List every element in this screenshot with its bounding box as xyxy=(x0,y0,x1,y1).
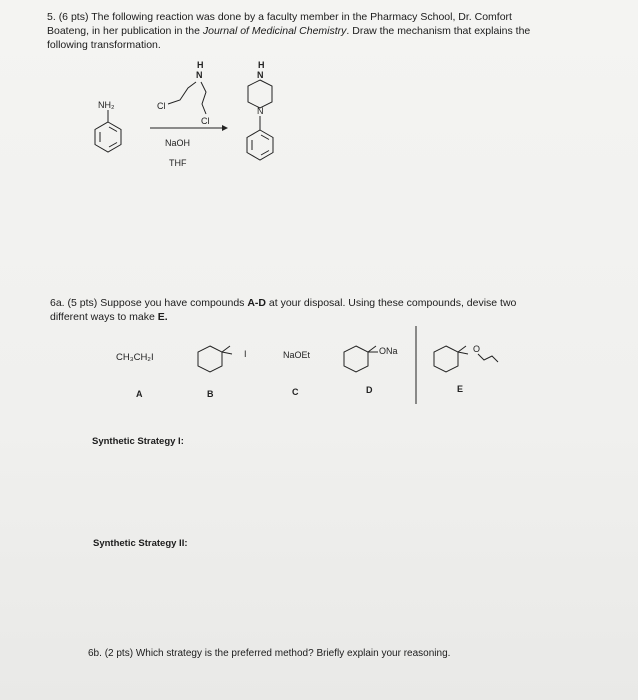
reagent-structure xyxy=(168,78,228,128)
reagent-chloro-right: Cl xyxy=(201,116,210,126)
question-6b-points: (2 pts) xyxy=(104,648,134,659)
reaction-arrow xyxy=(150,123,230,133)
compound-label-a: A xyxy=(136,389,143,399)
reagent-chloro-left: Cl xyxy=(157,101,166,111)
compound-label-b: B xyxy=(207,389,214,399)
question-5 xyxy=(47,10,607,52)
question-6a-text-a2: at your disposal. Using these compounds, devise two xyxy=(266,297,517,309)
question-5-text-b1: Boateng, in her publication in the xyxy=(47,25,203,37)
product-nh-h: H xyxy=(258,60,265,70)
compound-a-formula: CH₃CH₂I xyxy=(116,352,154,363)
condition-solvent: THF xyxy=(169,158,187,168)
question-6b-label: 6b. xyxy=(88,648,102,659)
question-5-number: 5. xyxy=(47,11,56,23)
journal-name: Journal of Medicinal Chemistry xyxy=(202,25,347,37)
question-6a-points: (5 pts) xyxy=(67,297,98,309)
condition-base: NaOH xyxy=(165,138,191,148)
question-6a-line-2 xyxy=(50,310,610,324)
question-6a-text-b1: different ways to make xyxy=(50,311,158,323)
aniline-structure xyxy=(92,110,132,170)
compound-label-c: C xyxy=(292,387,299,397)
compound-range: A-D xyxy=(247,297,266,309)
question-6b-text: Which strategy is the preferred method? Briefly explain your reasoning. xyxy=(135,648,451,659)
reagent-amine-n: N xyxy=(196,70,203,80)
synthetic-strategy-2: Synthetic Strategy II: xyxy=(93,538,188,549)
question-5-text-a: The following reaction was done by a faculty member in the Pharmacy School, Dr. Comfort xyxy=(91,11,512,23)
question-6a-line-1 xyxy=(50,296,610,310)
target-compound: E. xyxy=(157,311,168,323)
question-5-line-1 xyxy=(47,10,607,24)
question-6b xyxy=(88,647,608,661)
product-n-top: N xyxy=(257,70,264,80)
product-n-bottom: N xyxy=(257,106,264,116)
question-5-line-3: following transformation. xyxy=(47,39,161,51)
compound-e-oxygen: O xyxy=(473,344,481,354)
reagent-amine-h: H xyxy=(197,60,204,70)
question-5-points: (6 pts) xyxy=(58,11,89,23)
synthetic-strategy-1: Synthetic Strategy I: xyxy=(92,436,184,447)
compound-divider xyxy=(415,326,419,406)
compound-b-structure xyxy=(196,340,246,380)
compound-c-formula: NaOEt xyxy=(283,350,311,360)
compound-label-e: E xyxy=(457,384,464,394)
product-structure xyxy=(240,78,290,188)
question-5-line-2 xyxy=(47,24,607,38)
compound-b-iodine: I xyxy=(244,349,247,359)
compound-e-structure xyxy=(432,340,502,380)
question-6a-label: 6a. xyxy=(50,297,65,309)
compound-d-group: ONa xyxy=(379,346,398,356)
reactant-amine-label: NH₂ xyxy=(98,100,115,110)
question-5-text-b2: . Draw the mechanism that explains the xyxy=(346,25,531,37)
compound-label-d: D xyxy=(366,385,373,395)
question-6a xyxy=(50,296,610,324)
question-6a-text-a1: Suppose you have compounds xyxy=(100,297,248,309)
